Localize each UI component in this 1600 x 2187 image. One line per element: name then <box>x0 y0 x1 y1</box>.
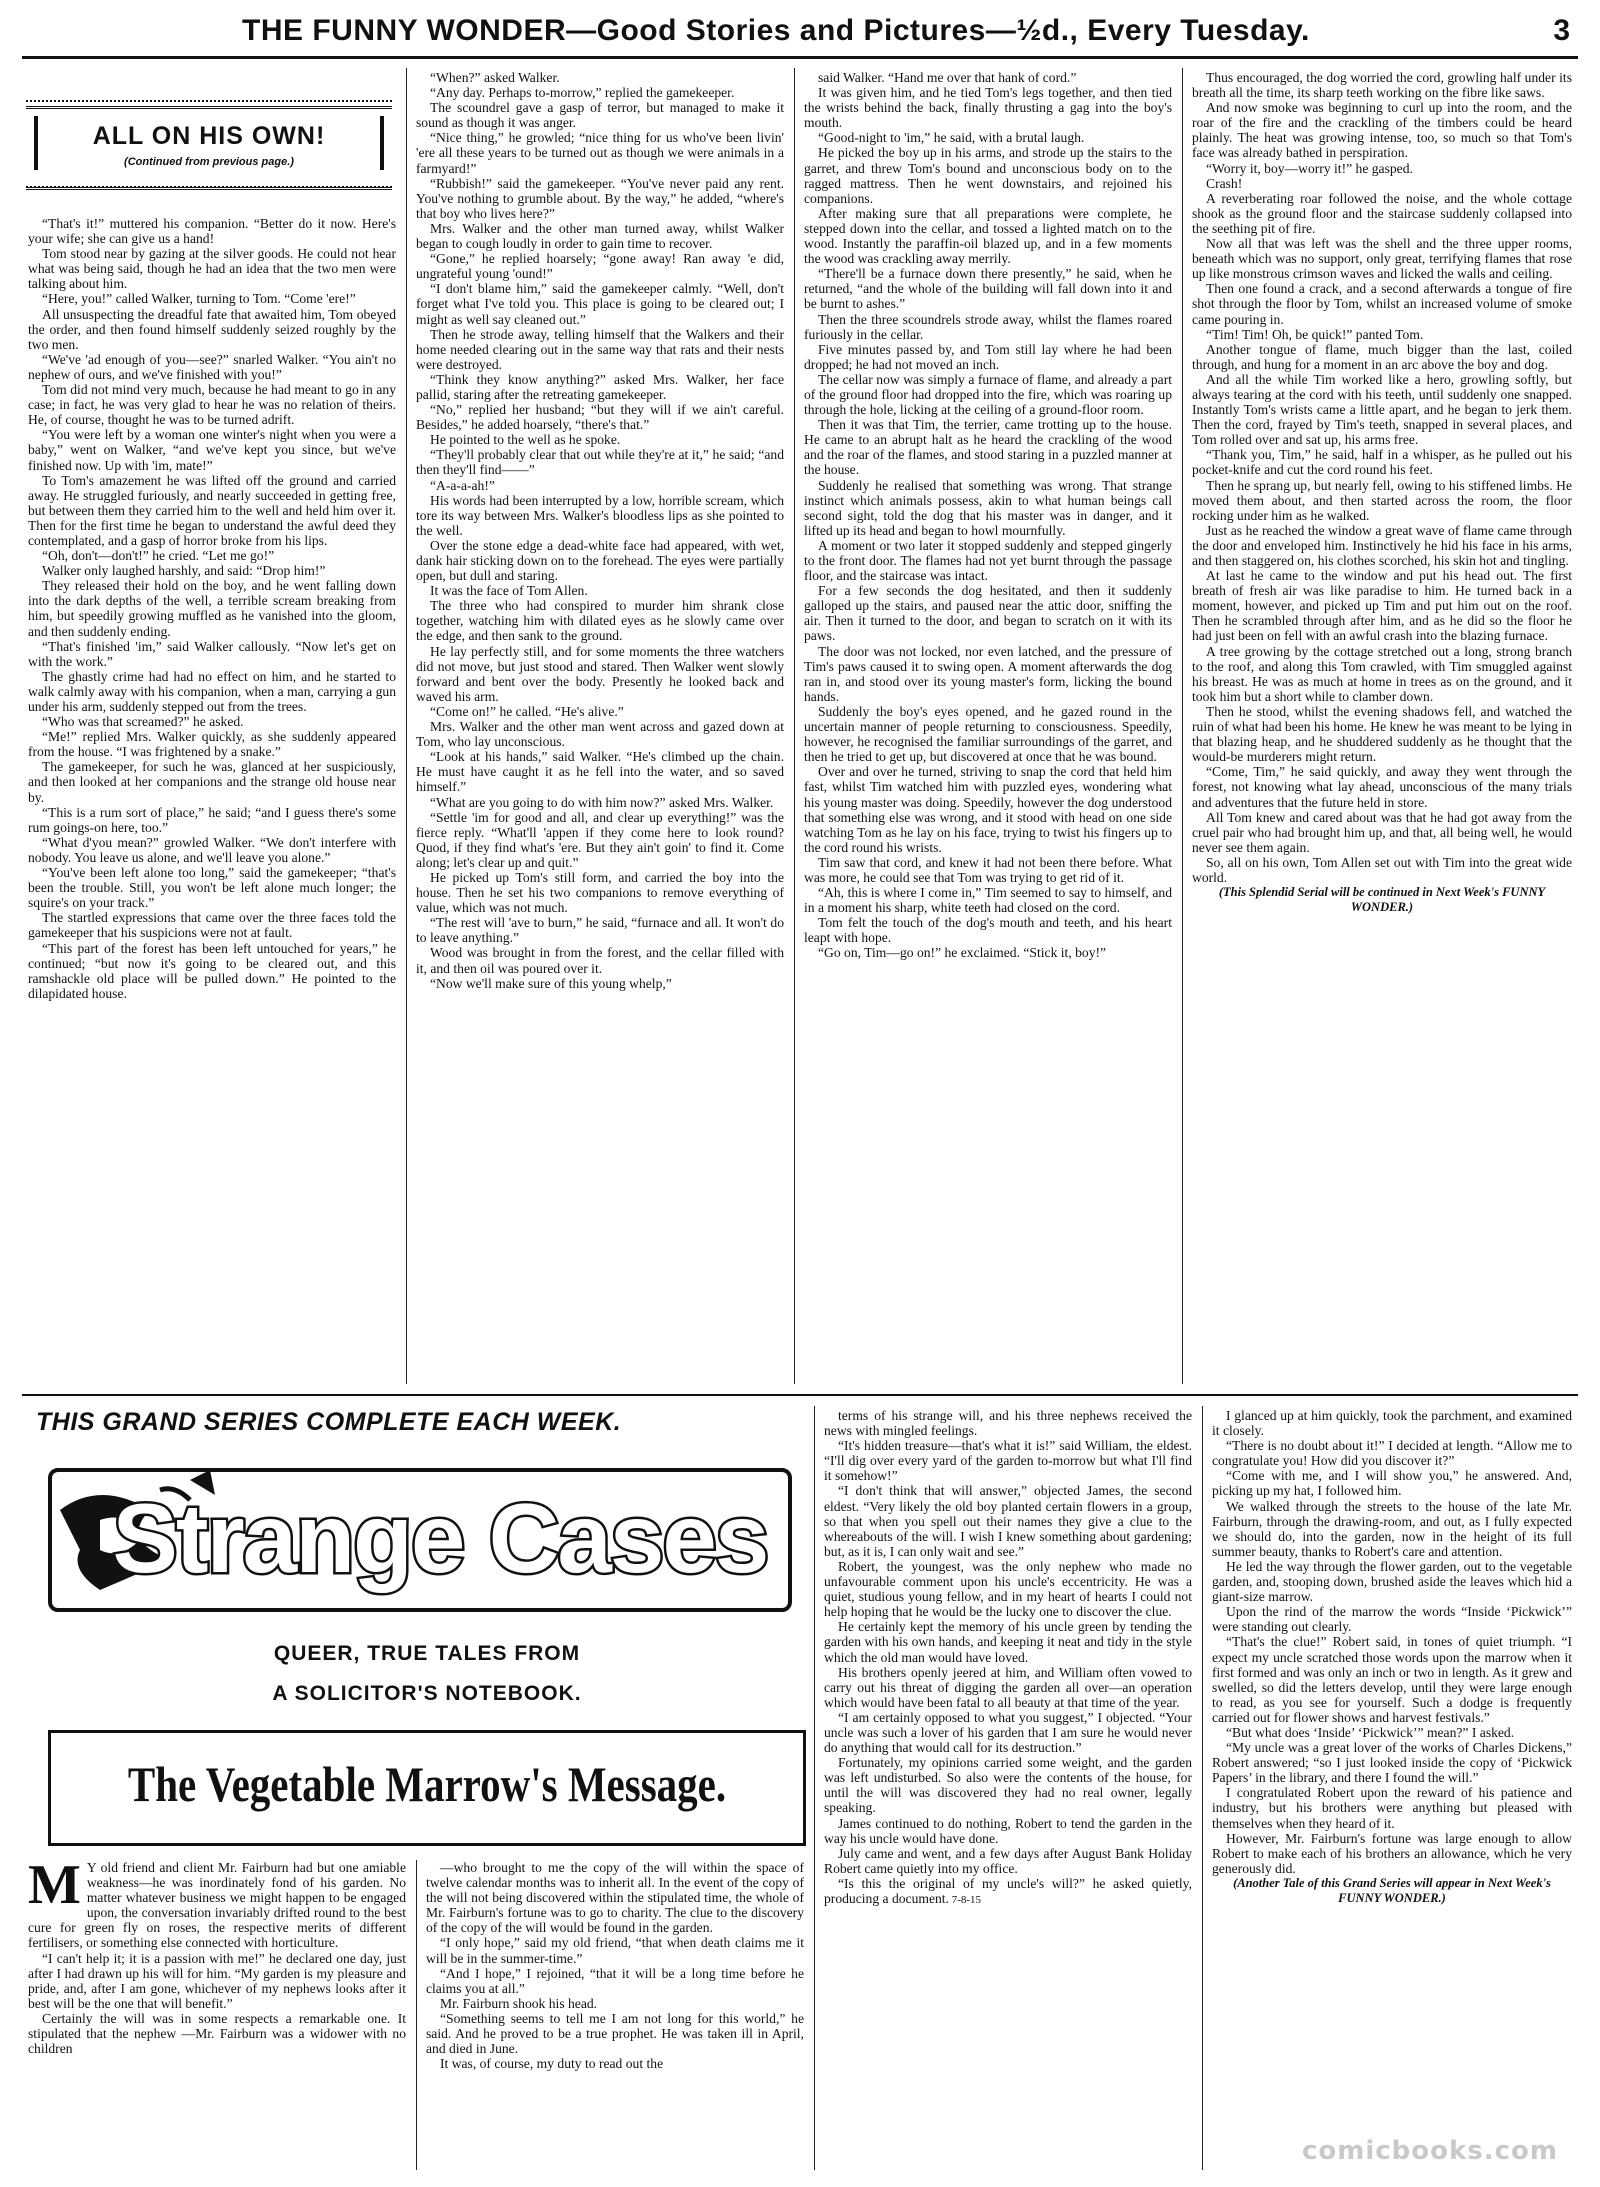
paragraph: Upon the rind of the marrow the words “Inside ‘Pickwick’” were standing out clearly. <box>1212 1604 1572 1635</box>
serial-column-3 <box>804 70 1172 1384</box>
paragraph: Now all that was left was the shell and the three upper rooms, beneath which was no support, only great, terrifying flames that rose up like monstrous crimson waves and licked the walls and ceiling. <box>1192 236 1572 282</box>
story-column-4 <box>1212 1408 1572 2170</box>
paragraph: “Something seems to tell me I am not long for this world,” he said. And he proved to be a true prophet. He was taken ill in April, and died in June. <box>426 2010 804 2057</box>
serial-column-4 <box>1192 70 1572 1384</box>
paragraph: He picked up Tom's still form, and carried the boy into the house. Then he set his two companions to remove everything of value, which was not much. <box>416 869 784 916</box>
paragraph: “You were left by a woman one winter's night when you were a baby,” went on Walker, “and we've kept you since, but we've finished now. Up with 'im, mate!” <box>28 427 396 473</box>
paragraph: A tree growing by the cottage stretched out a long, strong branch to the roof, and along this Tom crawled, with Tim smuggled against his breast. He was as much at home in trees as on the ground, and it took him but a short while to clamber down. <box>1192 643 1572 704</box>
paragraph: “Good-night to 'im,” he said, with a brutal laugh. <box>818 130 1085 146</box>
paragraph: Mr. Fairburn shook his head. <box>440 1995 598 2011</box>
column-rule <box>814 1406 815 2170</box>
paragraph: James continued to do nothing, Robert to tend the garden in the way his uncle would have done. <box>824 1815 1192 1846</box>
paragraph: Five minutes passed by, and Tom still lay where he had been dropped; he had not moved an inch. <box>804 341 1172 372</box>
paragraph: “Gone,” he replied hoarsely; “gone away! Ran away 'e did, ungrateful young 'ound!” <box>416 251 784 282</box>
paragraph: “You've been left alone too long,” said the gamekeeper; “that's been the trouble. Still, you won't be left alone much longer; the squire's on your track.” <box>28 865 396 911</box>
paragraph: Then he stood, whilst the evening shadows fell, and watched the ruin of what had been his home. He knew he was meant to be lying in that blazing heap, and he shuddered suddenly as he thought that the would-be murderers might return. <box>1192 703 1572 765</box>
paragraph: At last he came to the window and put his head out. The first breath of fresh air was like paradise to him. He turned back in a moment, however, and picked up Tim and put him out on the roof. Then he scrambled through after him, and as he did so the floor he had just been on fell with an awful crash into the blazing furnace. <box>1192 568 1572 644</box>
paragraph: Suddenly he realised that something was wrong. That strange instinct which animals possess, akin to what human beings call second sight, told the dog that his master was in danger, and it lifted up its head and began to howl mournfully. <box>804 477 1172 538</box>
ornament-bottom <box>26 186 392 196</box>
paragraph: For a few seconds the dog hesitated, and then it suddenly galloped up the stairs, and paused near the attic door, sniffing the air. Then it turned to the door, and began to scratch on it with its paws. <box>804 583 1172 644</box>
paragraph: It was the face of Tom Allen. <box>430 583 588 599</box>
paragraph: He pointed to the well as he spoke. <box>430 432 621 448</box>
paragraph: “Worry it, boy—worry it!” he gasped. <box>1206 160 1413 176</box>
paragraph: His words had been interrupted by a low, horrible scream, which tore its way between Mrs. Walker's bloodless lips as she pointed to the well. <box>416 492 784 538</box>
paragraph: “Here, you!” called Walker, turning to Tom. “Come 'ere!” <box>42 291 356 307</box>
paragraph: “What are you going to do with him now?” asked Mrs. Walker. <box>430 794 774 810</box>
paragraph: Then the three scoundrels strode away, whilst the flames roared furiously in the cellar. <box>804 311 1172 342</box>
paragraph: He lay perfectly still, and for some moments the three watchers did not move, but just stood and stared. Then Walker went slowly forward and bent over the body. Presently he looked back and waved his arm. <box>416 643 784 704</box>
paragraph: “This is a rum sort of place,” he said; “and I guess there's some rum goings-on here, too.” <box>28 804 396 835</box>
serial-column-2 <box>416 70 784 1384</box>
paragraph: “Who was that screamed?” he asked. <box>42 714 244 730</box>
paragraph: Mrs. Walker and the other man turned away, whilst Walker began to cough loudly in order to gain time to recover. <box>416 220 784 252</box>
paragraph: After making sure that all preparations were complete, he stepped down into the cellar, and tossed a lighted match on to the wood. Instantly the paraffin-oil blazed up, and in a few moments the wood was crackling away merrily. <box>804 205 1172 267</box>
paragraph: The door was not locked, nor even latched, and the pressure of Tim's paws caused it to swing open. A moment afterwards the dog ran in, and stood over its young master's form, licking the bound hands. <box>804 643 1172 704</box>
column-rule <box>416 1860 417 2170</box>
paragraph: “That's the clue!” Robert said, in tones of quiet triumph. “I expect my uncle scratched those words upon the marrow when it first formed and was only an inch or two in length. As it grew and swelled, so did the letters develop, until they were large enough to read, as you see for yourself. Such a dodge is frequently carried out for flower shows and harvest festivals.” <box>1212 1634 1572 1725</box>
paragraph: “I only hope,” said my old friend, “that when death claims me it will be in the summer-time.” <box>426 1935 804 1966</box>
paragraph: “I am certainly opposed to what you suggest,” I objected. “Your uncle was such a lover of his garden that I am sure he would never do anything that would call for its destruction.” <box>824 1709 1192 1756</box>
paragraph: “A-a-a-ah!” <box>430 477 495 493</box>
column-rule <box>1202 1406 1203 2170</box>
paragraph: Then one found a crack, and a second afterwards a tongue of fire shot through the floor by Tom, whilst an increased volume of smoke came pouring in. <box>1192 281 1572 327</box>
paragraph: “I don't think that will answer,” objected James, the second eldest. “Very likely the old boy planted certain flowers in a group, so that when you spell out their names they give a clue to the whereabouts of the will. I wish I knew something about gardening; but, as it is, I can only wait and see.” <box>824 1483 1192 1559</box>
paragraph: The cellar now was simply a furnace of flame, and already a part of the ground floor had dropped into the fire, which was roaring up through the hole, licking at the ceiling of a ground-floor room. <box>804 371 1172 418</box>
paragraph: Crash! <box>1206 175 1243 191</box>
paragraph: A moment or two later it stopped suddenly and stepped gingerly to the front door. The flames had not yet burnt through the passage floor, and the staircase was intact. <box>804 537 1172 584</box>
serial-continued-next-week: (This Splendid Serial will be continued in Next Week's FUNNY WONDER.) <box>1218 885 1546 915</box>
paragraph: We walked through the streets to the house of the late Mr. Fairburn, through the drawing-room, and out, as I fully expected we should do, into the garden, now in the height of its full summer beauty, thanks to Robert's care and attention. <box>1212 1498 1572 1559</box>
paragraph: They released their hold on the boy, and he went falling down into the dark depths of the well, a terrible scream breaking from him, but speedily growing muffled as he vanished into the gloom, and then suddenly ending. <box>28 578 396 639</box>
paragraph: Suddenly the boy's eyes opened, and he gazed round in the uncertain manner of people returning to consciousness. Speedily, however, he recognised the familiar surroundings of the garret, and then he tried to get up, but discovered at once that he was bound. <box>804 703 1172 765</box>
paragraph: “That's it!” muttered his companion. “Better do it now. Here's your wife; she can give us a hand! <box>28 216 396 247</box>
paragraph: “Any day. Perhaps to-morrow,” replied the gamekeeper. <box>430 85 735 101</box>
paragraph: Over the stone edge a dead-white face had appeared, with wet, dank hair sticking down on to the forehead. The eyes were partially open, but dull and staring. <box>416 537 784 584</box>
paragraph: Fortunately, my opinions carried some weight, and the garden was left undisturbed. So also were the contents of the house, for until the will was discovered they had no real owner, legally speaking. <box>824 1755 1192 1816</box>
masthead <box>22 10 1578 59</box>
paragraph: “There'll be a furnace down there presently,” he said, when he returned, “and the whole of the building will fall down into it and be burnt to ashes.” <box>804 266 1172 312</box>
tagline-line-2: A SOLICITOR'S NOTEBOOK. <box>272 1682 582 1705</box>
paragraph: It was given him, and he tied Tom's legs together, and then tied the wrists behind the back, finally thrusting a gag into the boy's mouth. <box>804 85 1172 131</box>
story-title: The Vegetable Marrow's Message. <box>127 1756 727 1812</box>
paragraph: And all the while Tim worked like a hero, growling softly, but always tearing at the cord with his teeth, until suddenly one snapped. Instantly Tom's wrists came a little apart, and he began to jerk them. Then the cord, frayed by Tim's teeth, snapped in several places, and Tom rolled over and sat up, his arms free. <box>1192 371 1572 448</box>
opening-text: Y old friend and client Mr. Fairburn had but one amiable weakness—he was inordinately fond of his garden. No matter whatever business we might happen to be engaged upon, the conversation invariably drifted round to the best cure for green fly on roses, the respective merits of different fertilisers, or something else connected with horticulture. <box>28 1860 406 1951</box>
paragraph: terms of his strange will, and his three nephews received the news with mingled feelings. <box>824 1408 1192 1439</box>
section-divider <box>22 1394 1578 1396</box>
paragraph: Robert, the youngest, was the only nephew who made no unfavourable comment upon his uncle's eccentricity. He was a quiet, studious young fellow, and in my heart of hearts I could not help hoping that he would be the lucky one to discover the clue. <box>824 1558 1192 1620</box>
paragraph: “The rest will 'ave to burn,” he said, “furnace and all. It won't do to leave anything.” <box>416 915 784 946</box>
paragraph: Then it was that Tim, the terrier, came trotting up to the house. He came to an abrupt halt as he heard the crackling of the wood and the roar of the flames, and stood staring in a puzzled manner at the house. <box>804 417 1172 478</box>
paragraph: Mrs. Walker and the other man went across and gazed down at Tom, who lay unconscious. <box>416 719 784 750</box>
serial-title: ALL ON HIS OWN! <box>92 122 326 150</box>
paragraph: “It's hidden treasure—that's what it is!” said William, the eldest. “I'll dig over every yard of the garden to-morrow but what I'll find it somehow!” <box>824 1438 1192 1484</box>
paragraph: “Come with me, and I will show you,” he answered. And, picking up my hat, I followed him. <box>1212 1468 1572 1499</box>
paragraph: A reverberating roar followed the noise, and the whole cottage shook as the ground floor and the staircase suddenly collapsed into the seething pit of fire. <box>1192 190 1572 236</box>
paragraph: “Nice thing,” he growled; “nice thing for us who've been livin' 'ere all these years to be turned out as though we were animals in a farmyard!” <box>416 130 784 176</box>
paragraph: I glanced up at him quickly, took the parchment, and examined it closely. <box>1212 1408 1572 1439</box>
strange-cases-logo <box>40 1450 800 1620</box>
paragraph: To Tom's amazement he was lifted off the ground and carried away. He struggled furiously, and nearly succeeded in getting free, but between them they carried him to the well and held him over it. Then for the first time he began to understand the awful deed they contemplated, and a gasp of horror broke from his lips. <box>28 472 396 548</box>
paragraph: Another tongue of flame, much bigger than the last, coiled through, and hung for a moment in an arc above the boy and dog. <box>1192 341 1572 372</box>
paragraph: “Now we'll make sure of this young whelp,” <box>430 975 672 991</box>
paragraph: Tim saw that cord, and knew it had not been there before. What was more, he could see that Tom was trying to get rid of it. <box>804 854 1172 885</box>
paragraph: “My uncle was a great lover of the works of Charles Dickens,” Robert answered; “so I just looked inside the copy of ‘Pickwick Papers’ in the library, and there I found the will.” <box>1212 1740 1572 1786</box>
column-rule <box>406 68 407 1384</box>
paragraph: However, Mr. Fairburn's fortune was large enough to allow Robert to make each of his brothers an allowance, which he very generously did. <box>1212 1830 1572 1876</box>
paragraph: Just as he reached the window a great wave of flame came through the door and enveloped him. Instinctively he hid his face in his arms, and then staggered on, his clothes scorched, his skin hot and tingling. <box>1192 522 1572 568</box>
paragraph: “No,” replied her husband; “but they will if we ain't careful. Besides,” he added hoarsely, “there's that.” <box>416 402 784 433</box>
paragraph: Over and over he turned, striving to snap the cord that held him fast, whilst Tim watched him with puzzled eyes, wondering what his young master was doing. Speedily, however the dog understood that something else was wrong, and it stood with head on one side watching Tom as he lay on his face, trying to twist his fingers up to the cord round his wrists. <box>804 764 1172 855</box>
paragraph: “Look at his hands,” said Walker. “He's climbed up the chain. He must have caught it as he fell into the water, and so saved himself.” <box>416 749 784 795</box>
serial-column-1 <box>28 216 396 1384</box>
paragraph: “Go on, Tim—go on!” he exclaimed. “Stick it, boy!” <box>818 945 1107 961</box>
paragraph: Certainly the will was in some respects a remarkable one. It stipulated that the nephew —Mr. Fairburn was a widower with no children <box>28 2010 406 2057</box>
paragraph: “This part of the forest has been left untouched for years,” he continued; “but now it's going to be cleared out, and this ramshackle old place will be pulled down.” He pointed to the dilapidated house. <box>28 940 396 1001</box>
column-rule <box>794 68 795 1384</box>
paragraph: Then he sprang up, but nearly fell, owing to his stiffened limbs. He moved them about, and then started across the room, the floor rocking under him as he walked. <box>1192 477 1572 523</box>
paragraph: He led the way through the flower garden, out to the vegetable garden, and, stooping down, brushed aside the leaves which hid a giant-size marrow. <box>1212 1558 1572 1605</box>
paragraph: “Oh, don't—don't!” he cried. “Let me go!” <box>42 548 275 564</box>
paragraph: Then he strode away, telling himself that the Walkers and their home needed clearing out in the same way that rats and their nests were destroyed. <box>416 326 784 372</box>
paragraph: I congratulated Robert upon the reward of his patience and industry, but his brothers were anything but pleased with themselves when they heard of it. <box>1212 1785 1572 1831</box>
paragraph: All Tom knew and cared about was that he had got away from the cruel pair who had brought him up, and that, all being well, he would never see them again. <box>1192 809 1572 855</box>
story-title-box <box>48 1730 806 1846</box>
logo-text: Strange Cases <box>112 1483 768 1593</box>
paragraph: Tom did not mind very much, because he had meant to go in any case; in fact, he was very glad to hear he was no relation of theirs. He, of course, thought he was to be turned adrift. <box>28 382 396 428</box>
paragraph: He picked the boy up in his arms, and strode up the stairs to the garret, and threw Tom's bound and unconscious body on to the ragged mattress. Then he went downstairs, and rejoined his companions. <box>804 145 1172 206</box>
paragraph: So, all on his own, Tom Allen set out with Tim into the great wide world. <box>1192 854 1572 885</box>
paragraph: He certainly kept the memory of his uncle green by tending the garden with his own hands, and keeping it neat and tidy in the style which the old man would have loved. <box>824 1619 1192 1665</box>
paragraph: “Come, Tim,” he said quickly, and away they went through the forest, not knowing what lay ahead, unconscious of the many trials and adventures that the future held in store. <box>1192 764 1572 810</box>
paragraph: “Ah, this is where I come in,” Tim seemed to say to himself, and in a moment his sharp, white teeth had closed on the cord. <box>804 885 1172 916</box>
watermark: comicbooks.com <box>1301 2136 1558 2166</box>
paragraph: Walker only laughed harshly, and said: “Drop him!” <box>42 563 326 579</box>
paragraph: The startled expressions that came over the three faces told the gamekeeper that his suspicions were not at fault. <box>28 910 396 941</box>
paragraph: It was, of course, my duty to read out the <box>440 2056 664 2072</box>
paragraph: —who brought to me the copy of the will within the space of twelve calendar months was to inherit all. In the event of the copy of the will not being discovered within the stipulated time, the whole of Mr. Fairburn's fortune was to go to charity. The clue to the discovery of the copy of the will would be found in the garden. <box>426 1860 804 1936</box>
paragraph: “There is no doubt about it!” I decided at length. “Allow me to congratulate you! How did you discover it?” <box>1212 1438 1572 1469</box>
paragraph: “Me!” replied Mrs. Walker quickly, as she suddenly appeared from the house. “I was frightened by a snake.” <box>28 729 396 760</box>
story-column-3 <box>824 1408 1192 2170</box>
paragraph: “I can't help it; it is a passion with me!” he declared one day, just after I had drawn up his will for him. “My garden is my pleasure and pride, and, after I am gone, whichever of my nephews looks after it best will be the one that will benefit.” <box>28 1950 406 2011</box>
paragraph: said Walker. “Hand me over that hank of cord.” <box>818 70 1077 85</box>
paragraph: All unsuspecting the dreadful fate that awaited him, Tom obeyed the order, and then found himself suddenly seized roughly by the two men. <box>28 306 396 352</box>
paragraph: “But what does ‘Inside’ ‘Pickwick’” mean?” I asked. <box>1226 1724 1515 1740</box>
paragraph: “What d'you mean?” growled Walker. “We don't interfere with nobody. You leave us alone, and we'll leave you alone.” <box>28 834 396 865</box>
paragraph: “Is this the original of my uncle's will?” he asked quietly, producing a document. 7-8-15 <box>824 1875 1192 1906</box>
serial-continued-note: (Continued from previous page.) <box>124 156 294 168</box>
paragraph: “Think they know anything?” asked Mrs. Walker, her face pallid, staring after the retreating gamekeeper. <box>416 371 784 402</box>
paragraph: And now smoke was beginning to curl up into the room, and the roar of the fire and the crackling of the timbers could be heard plainly. The heat was growing intense, too, so much so that Tom's face was already bathed in perspiration. <box>1192 100 1572 161</box>
paragraph: Wood was brought in from the forest, and the cellar filled with it, and then oil was poured over it. <box>416 945 784 976</box>
paragraph: “I don't blame him,” said the gamekeeper calmly. “Well, don't forget what I've told you. This place is going to be cleared out; I might as well say cleaned out.” <box>416 281 784 327</box>
masthead-title: THE FUNNY WONDER—Good Stories and Pictures—½d., Every Tuesday. <box>242 14 1310 47</box>
story-column-2 <box>426 1860 804 2170</box>
paragraph: “Settle 'im for good and all, and clear up everything!” was the fierce reply. “What'll 'appen if they come here to look round? Quod, if they find what's 'ere. But they ain't goin' to find it. Come along; let's clear up and quit.” <box>416 809 784 870</box>
series-next-week-note: (Another Tale of this Grand Series will appear in Next Week's FUNNY WONDER.) <box>1233 1875 1551 1905</box>
drop-cap: M <box>28 1860 81 1916</box>
tagline-line-1: QUEER, TRUE TALES FROM <box>273 1642 581 1665</box>
opening-paragraph <box>28 1860 406 1951</box>
paragraph: “Rubbish!” said the gamekeeper. “You've never paid any rent. You've nothing to grumble about. By the way,” he added, “where's that boy who lives here?” <box>416 175 784 221</box>
series-banner: THIS GRAND SERIES COMPLETE EACH WEEK. <box>36 1408 622 1436</box>
paragraph: “We've 'ad enough of you—see?” snarled Walker. “You ain't no nephew of ours, and we've finished with you!” <box>28 351 396 382</box>
paragraph: The three who had conspired to murder him shrank close together, watching him with dilated eyes as he slowly came over the edge, and then sank to the ground. <box>416 598 784 644</box>
paragraph: “Come on!” he called. “He's alive.” <box>430 703 624 719</box>
paragraph: The scoundrel gave a gasp of terror, but managed to make it sound as though it was anger. <box>416 100 784 131</box>
date-code: 7-8-15 <box>948 1894 982 1906</box>
paragraph: “Tim! Tim! Oh, be quick!” panted Tom. <box>1206 326 1424 342</box>
paragraph: “And I hope,” I rejoined, “that it will be a long time before he claims you at all.” <box>426 1965 804 1996</box>
paragraph: “When?” asked Walker. <box>430 70 560 85</box>
paragraph: The gamekeeper, for such he was, glanced at her suspiciously, and then looked at her companions and the strange old house near by. <box>28 759 396 805</box>
paragraph: The ghastly crime had had no effect on him, and he started to walk calmly away with his companion, when a man, carrying a gun under his arm, suddenly stepped out from the trees. <box>28 668 396 714</box>
paragraph: Tom felt the touch of the dog's mouth and teeth, and his heart leapt with hope. <box>804 915 1172 946</box>
paragraph: July came and went, and a few days after August Bank Holiday Robert came quietly into my office. <box>824 1845 1192 1876</box>
page-number: 3 <box>1553 14 1570 47</box>
paragraph: His brothers openly jeered at him, and William often vowed to carry out his threat of digging the garden all over—an operation which would have been fatal to all beauty at that time of the year. <box>824 1664 1192 1710</box>
column-rule <box>1182 68 1183 1384</box>
paragraph: “They'll probably clear that out while they're at it,” he said; “and then they'll find——” <box>416 447 784 478</box>
story-column-1 <box>28 1860 406 2170</box>
paragraph: Tom stood near by gazing at the silver goods. He could not hear what was being said, though he had an idea that the two men were talking about him. <box>28 246 396 292</box>
serial-heading-box <box>26 88 396 208</box>
paragraph: Thus encouraged, the dog worried the cord, growling half under its breath all the time, its sharp teeth working on the fibre like saws. <box>1192 70 1572 101</box>
newspaper-page <box>22 10 1578 2170</box>
paragraph: “That's finished 'im,” said Walker callously. “Now let's get on with the work.” <box>28 638 396 669</box>
paragraph: “Thank you, Tim,” he said, half in a whisper, as he pulled out his pocket-knife and cut the cord round his feet. <box>1192 447 1572 478</box>
